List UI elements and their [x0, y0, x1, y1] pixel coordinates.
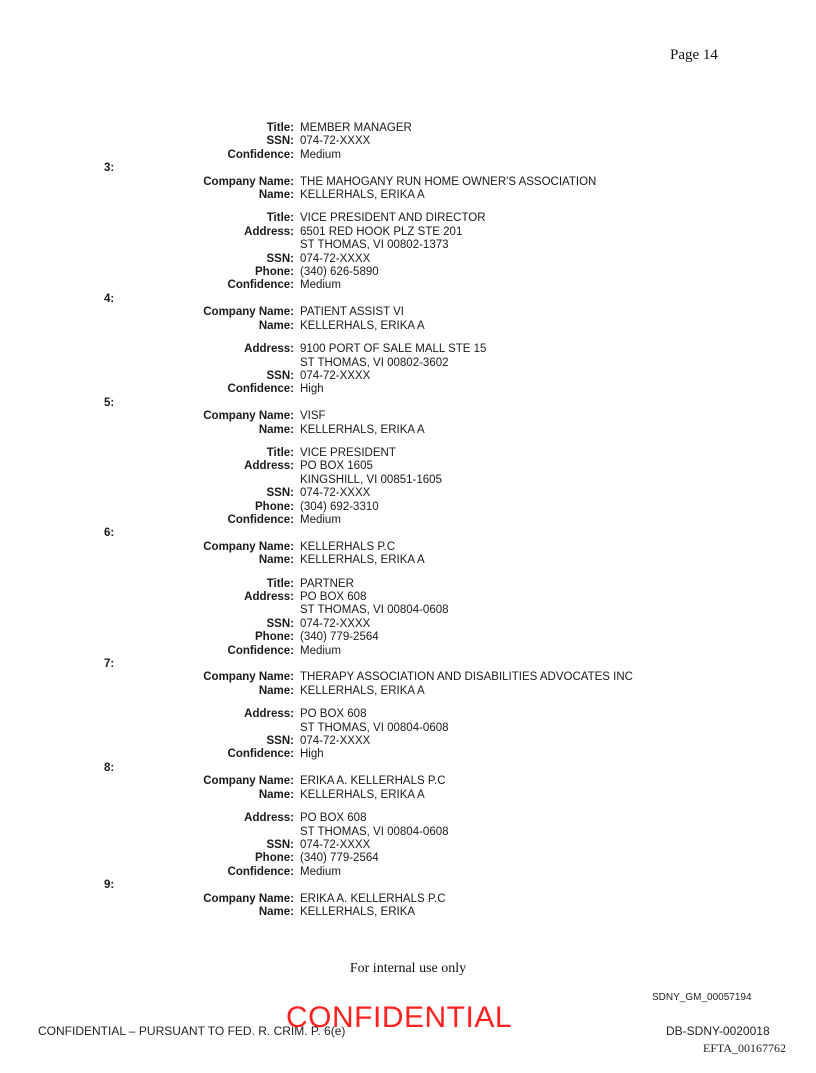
field-row [0, 631, 816, 644]
field-label: Confidence: [227, 279, 294, 292]
record-block [0, 658, 816, 762]
spacer [0, 202, 816, 212]
field-label [0, 474, 300, 487]
field-value: PO BOX 1605 [300, 460, 373, 473]
company-name-label: Company Name: [203, 892, 294, 905]
company-name-value: THE MAHOGANY RUN HOME OWNER'S ASSOCIATION [300, 175, 597, 188]
person-name-value: KELLERHALS, ERIKA A [300, 684, 425, 697]
record-number: 8: [104, 761, 115, 774]
field-label: Confidence: [227, 513, 294, 526]
field-row [0, 645, 816, 658]
company-name-label: Company Name: [203, 775, 294, 788]
field-label: SSN: [266, 617, 294, 630]
record-block [0, 762, 816, 879]
person-name-row [0, 320, 816, 333]
record-number: 3: [104, 162, 115, 175]
page-number: Page 14 [670, 47, 718, 63]
field-value: 074-72-XXXX [300, 252, 371, 265]
field-row [0, 149, 816, 162]
field-row [0, 447, 816, 460]
company-name-value: THERAPY ASSOCIATION AND DISABILITIES ADVOCATES INC [300, 671, 633, 684]
record-block [0, 879, 816, 919]
field-value: 074-72-XXXX [300, 735, 371, 748]
person-name-label: Name: [258, 189, 294, 202]
field-row [0, 591, 816, 604]
bates-number-bottom: DB-SDNY-0020018 [666, 1024, 770, 1038]
field-value: 074-72-XXXX [300, 135, 371, 148]
company-name-row [0, 893, 816, 906]
field-row [0, 722, 816, 735]
person-name-label: Name: [258, 684, 294, 697]
field-label [0, 722, 300, 735]
field-row [0, 370, 816, 383]
field-label: SSN: [266, 369, 294, 382]
spacer [0, 568, 816, 578]
field-row [0, 514, 816, 527]
field-label: Confidence: [227, 748, 294, 761]
field-label: SSN: [266, 135, 294, 148]
company-name-label: Company Name: [203, 540, 294, 553]
field-value: ST THOMAS, VI 00804-0608 [300, 825, 449, 838]
field-value: PARTNER [300, 577, 354, 590]
record-block [0, 397, 816, 528]
field-row [0, 852, 816, 865]
field-row [0, 708, 816, 721]
company-name-label: Company Name: [203, 671, 294, 684]
field-value: PO BOX 608 [300, 591, 367, 603]
person-name-row [0, 906, 816, 919]
field-row [0, 826, 816, 839]
company-name-row [0, 176, 816, 189]
field-label: SSN: [266, 838, 294, 851]
field-value: High [300, 383, 324, 396]
field-label: Address: [244, 591, 294, 603]
field-value: ST THOMAS, VI 00804-0608 [300, 604, 449, 617]
field-label: Confidence: [227, 383, 294, 396]
confidential-stamp: CONFIDENTIAL [286, 1001, 513, 1034]
field-row [0, 501, 816, 514]
field-row [0, 226, 816, 239]
field-label [0, 239, 300, 252]
field-value: KINGSHILL, VI 00851-1605 [300, 473, 442, 486]
field-label: Address: [244, 343, 294, 356]
field-label: SSN: [266, 735, 294, 748]
field-label: Phone: [255, 852, 294, 865]
field-value: VICE PRESIDENT [300, 446, 396, 459]
person-name-label: Name: [258, 788, 294, 801]
field-row [0, 266, 816, 279]
bates-number-top: SDNY_GM_00057194 [652, 992, 752, 1003]
field-label: SSN: [266, 487, 294, 500]
record-number: 5: [104, 396, 115, 409]
field-row [0, 135, 816, 148]
field-label: Title: [266, 577, 294, 590]
field-row [0, 578, 816, 591]
field-row [0, 866, 816, 879]
spacer [0, 333, 816, 343]
company-name-value: ERIKA A. KELLERHALS P.C [300, 892, 446, 905]
person-name-label: Name: [258, 423, 294, 436]
person-name-row [0, 189, 816, 202]
field-row [0, 839, 816, 852]
company-name-label: Company Name: [203, 175, 294, 188]
field-value: (340) 779-2564 [300, 852, 379, 865]
person-name-value: KELLERHALS, ERIKA A [300, 189, 425, 202]
field-value: Medium [300, 513, 341, 526]
person-name-row [0, 789, 816, 802]
person-name-value: KELLERHALS, ERIKA A [300, 319, 425, 332]
field-value: High [300, 748, 324, 761]
field-label: Title: [266, 446, 294, 459]
field-value: Medium [300, 148, 341, 161]
company-name-value: ERIKA A. KELLERHALS P.C [300, 775, 446, 788]
field-label: Phone: [255, 266, 294, 279]
internal-use-note: For internal use only [349, 961, 467, 976]
field-value: ST THOMAS, VI 00802-1373 [300, 239, 449, 252]
company-name-value: PATIENT ASSIST VI [300, 306, 404, 319]
field-label: Phone: [255, 500, 294, 513]
record-number: 6: [104, 527, 115, 540]
company-name-value: VISF [300, 410, 326, 423]
field-value: 074-72-XXXX [300, 487, 371, 500]
company-name-value: KELLERHALS P.C [300, 540, 396, 553]
person-name-value: KELLERHALS, ERIKA [300, 905, 416, 918]
person-name-row [0, 554, 816, 567]
field-value: Medium [300, 279, 341, 292]
record-block [0, 293, 816, 397]
efta-number: EFTA_00167762 [703, 1041, 787, 1055]
field-label: Address: [244, 225, 294, 238]
record-number: 7: [104, 658, 115, 671]
field-row [0, 812, 816, 825]
person-name-row [0, 424, 816, 437]
company-name-row [0, 410, 816, 423]
field-value: MEMBER MANAGER [300, 122, 412, 134]
field-label: Confidence: [227, 644, 294, 657]
person-name-value: KELLERHALS, ERIKA A [300, 788, 425, 801]
field-row [0, 618, 816, 631]
field-row [0, 239, 816, 252]
company-name-row [0, 671, 816, 684]
field-label: Title: [266, 122, 294, 134]
field-label: Confidence: [227, 148, 294, 161]
field-label: Address: [244, 460, 294, 473]
field-value: VICE PRESIDENT AND DIRECTOR [300, 212, 486, 225]
company-name-row [0, 306, 816, 319]
record-block [0, 527, 816, 658]
field-value: ST THOMAS, VI 00802-3602 [300, 356, 449, 369]
field-value: Medium [300, 865, 341, 878]
confidential-notice: CONFIDENTIAL – PURSUANT TO FED. R. CRIM. P. 6(e) [38, 1024, 346, 1038]
field-label: Phone: [255, 631, 294, 644]
field-value: PO BOX 608 [300, 812, 367, 825]
person-name-value: KELLERHALS, ERIKA A [300, 554, 425, 567]
field-value: Medium [300, 644, 341, 657]
company-name-label: Company Name: [203, 306, 294, 319]
field-value: PO BOX 608 [300, 708, 367, 721]
field-label [0, 826, 300, 839]
person-name-label: Name: [258, 319, 294, 332]
person-name-label: Name: [258, 554, 294, 567]
person-name-row [0, 685, 816, 698]
company-name-row [0, 775, 816, 788]
field-row [0, 357, 816, 370]
field-value: 6501 RED HOOK PLZ STE 201 [300, 225, 463, 238]
field-value: (340) 779-2564 [300, 631, 379, 644]
field-label: Address: [244, 812, 294, 825]
spacer [0, 698, 816, 708]
field-label: Address: [244, 708, 294, 721]
field-value: ST THOMAS, VI 00804-0608 [300, 721, 449, 734]
field-label: Title: [266, 212, 294, 225]
field-value: 074-72-XXXX [300, 838, 371, 851]
person-name-value: KELLERHALS, ERIKA A [300, 423, 425, 436]
field-row [0, 122, 816, 135]
record-block [0, 162, 816, 293]
person-name-label: Name: [258, 905, 294, 918]
field-row [0, 735, 816, 748]
record-number: 9: [104, 879, 115, 892]
company-name-label: Company Name: [203, 410, 294, 423]
field-row [0, 487, 816, 500]
field-row [0, 383, 816, 396]
field-value: 074-72-XXXX [300, 617, 371, 630]
field-label: Confidence: [227, 865, 294, 878]
field-label [0, 357, 300, 370]
spacer [0, 802, 816, 812]
company-name-row [0, 541, 816, 554]
spacer [0, 437, 816, 447]
field-row [0, 343, 816, 356]
field-row [0, 460, 816, 473]
field-row [0, 212, 816, 225]
field-value: 074-72-XXXX [300, 369, 371, 382]
field-row [0, 253, 816, 266]
field-label [0, 604, 300, 617]
field-value: (340) 626-5890 [300, 266, 379, 279]
record-number: 4: [104, 292, 115, 305]
field-value: (304) 692-3310 [300, 500, 379, 513]
field-row [0, 474, 816, 487]
field-row [0, 604, 816, 617]
field-value: 9100 PORT OF SALE MALL STE 15 [300, 343, 487, 356]
field-row [0, 748, 816, 761]
field-label: SSN: [266, 252, 294, 265]
field-row [0, 279, 816, 292]
records-list [0, 122, 816, 919]
